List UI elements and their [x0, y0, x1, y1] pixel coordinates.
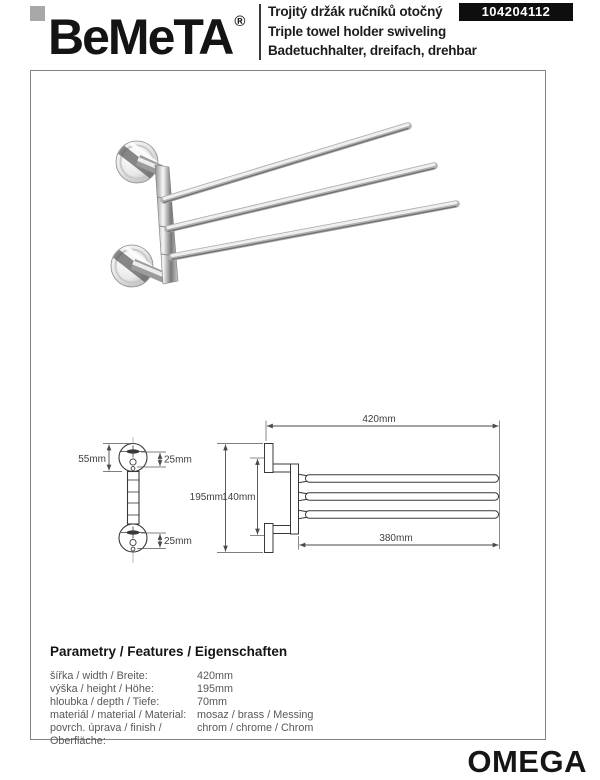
- technical-drawing: [60, 406, 520, 568]
- towel-arm-middle: [168, 165, 434, 232]
- table-row: [50, 722, 497, 748]
- dim-label-25mm-top: 25mm: [164, 454, 192, 466]
- param-value-material: mosaz / brass / Messing: [197, 708, 314, 721]
- param-label-material: materiál / material / Material:: [50, 708, 187, 721]
- param-label-height: výška / height / Höhe:: [50, 682, 154, 695]
- table-row: [50, 696, 497, 709]
- param-label-finish: povrch. úprava / finish / Oberfläche:: [50, 721, 162, 747]
- dim-label-195mm: 195mm: [189, 492, 223, 503]
- wall-mount-top: [113, 139, 162, 183]
- product-title-de: Badetuchhalter, dreifach, drehbar: [268, 43, 477, 58]
- wall-mount-bottom: [108, 243, 157, 287]
- dim-label-420mm: 420mm: [362, 414, 396, 425]
- product-title-en: Triple towel holder swiveling: [268, 23, 446, 39]
- towel-arm-top: [164, 125, 408, 203]
- param-value-height: 195mm: [197, 682, 234, 695]
- product-titles: [268, 2, 477, 61]
- brand-logo-text: BeMeTA: [48, 9, 233, 65]
- table-row: [50, 683, 497, 696]
- header-divider: [259, 4, 261, 60]
- product-photo: [95, 112, 475, 308]
- product-code-badge: 104204112: [459, 3, 573, 21]
- side-view-dimensions: [217, 421, 500, 553]
- collection-name: OMEGA: [467, 744, 587, 779]
- front-view: [119, 437, 147, 563]
- table-row: [50, 709, 497, 722]
- registered-trademark-icon: ®: [234, 13, 246, 30]
- table-row: [50, 670, 497, 683]
- param-value-depth: 70mm: [197, 695, 227, 708]
- param-label-width: šířka / width / Breite:: [50, 670, 148, 682]
- dim-label-140mm: 140mm: [222, 492, 256, 503]
- parameters-heading: Parametry / Features / Eigenschaften: [50, 644, 288, 659]
- dim-label-55mm: 55mm: [78, 454, 106, 465]
- param-label-depth: hloubka / depth / Tiefe:: [50, 695, 160, 708]
- parameters-table: [50, 670, 497, 747]
- param-value-width: 420mm: [197, 670, 234, 682]
- towel-arm-bottom: [172, 203, 456, 260]
- param-value-finish: chrom / chrome / Chrom: [197, 721, 314, 734]
- logo-gray-square: [30, 6, 45, 21]
- dim-label-25mm-bottom: 25mm: [164, 536, 192, 547]
- dim-label-380mm: 380mm: [379, 533, 413, 544]
- product-title-cz: Trojitý držák ručníků otočný: [268, 4, 443, 19]
- brand-logo: [48, 0, 245, 63]
